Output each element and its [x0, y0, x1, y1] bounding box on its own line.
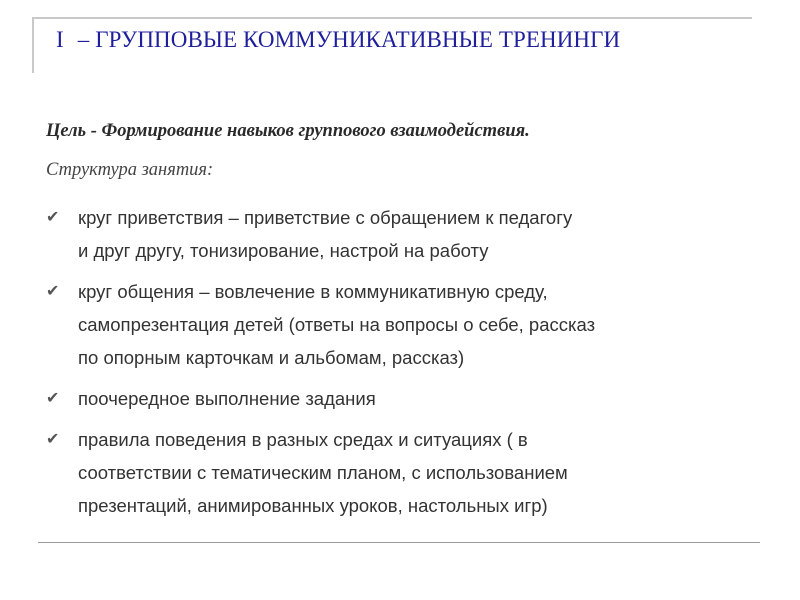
list-item — [46, 275, 766, 374]
list-item-line: презентаций, анимированных уроков, настольных игр) — [78, 495, 548, 516]
list-item-line: соответствии с тематическим планом, с использованием — [78, 462, 568, 483]
list-item-line: по опорным карточкам и альбомам, рассказ) — [78, 347, 465, 368]
list-item-line: круг общения – вовлечение в коммуникативную среду, — [78, 281, 548, 302]
title-text: – ГРУППОВЫЕ КОММУНИКАТИВНЫЕ ТРЕНИНГИ — [77, 27, 621, 52]
structure-label: Структура занятия: — [46, 160, 214, 180]
list-item — [46, 382, 766, 415]
check-mark-icon: ✔ — [46, 431, 60, 448]
title-number: I — [56, 27, 64, 52]
list-item-line: и друг другу, тонизирование, настрой на работу — [78, 240, 489, 261]
bullet-list — [46, 201, 766, 530]
list-item-line: самопрезентация детей (ответы на вопросы о себе, рассказ — [78, 314, 596, 335]
slide-title — [56, 27, 756, 53]
list-item-line: поочередное выполнение задания — [78, 388, 376, 409]
check-mark-icon: ✔ — [46, 283, 60, 300]
goal-statement: Цель - Формирование навыков группового взаимодействия. — [46, 121, 530, 141]
check-mark-icon: ✔ — [46, 390, 60, 407]
list-item — [46, 423, 766, 522]
list-item-line: правила поведения в разных средах и ситуациях ( в — [78, 429, 528, 450]
frame-left-line — [32, 17, 34, 73]
check-mark-icon: ✔ — [46, 209, 60, 226]
frame-top-line — [32, 17, 752, 19]
list-item-line: круг приветствия – приветствие с обращением к педагогу — [78, 207, 573, 228]
bottom-divider — [38, 542, 760, 543]
list-item — [46, 201, 766, 267]
